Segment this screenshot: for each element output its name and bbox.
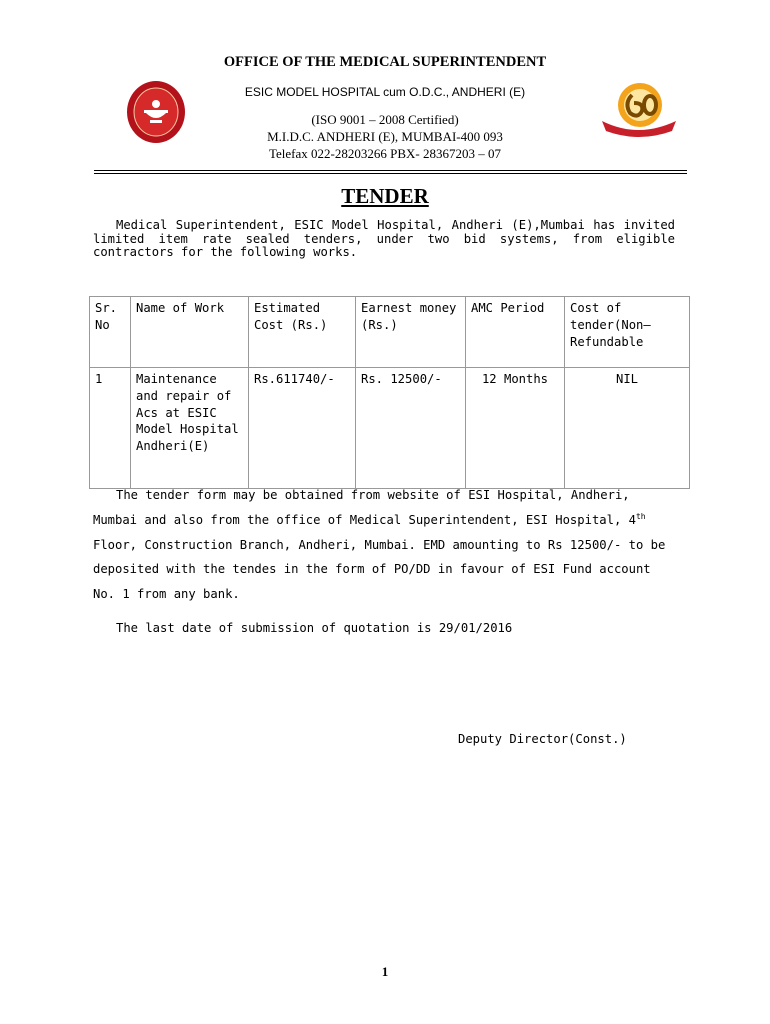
details-text-part1: The tender form may be obtained from website of ESI Hospital, Andheri, Mumbai and also from the office of Medical Superintendent, ESI Hospital, 4 [93,488,636,527]
table-header-row [90,297,690,368]
tender-table [89,296,690,489]
cell-sr-no: 1 [90,368,131,489]
address-line: M.I.D.C. ANDHERI (E), MUMBAI-400 093 [267,129,503,144]
header-estimated-cost: Estimated Cost (Rs.) [249,297,356,368]
header-sr-no: Sr. No [90,297,131,368]
cell-name-of-work: Maintenance and repair of Acs at ESIC Model Hospital Andheri(E) [131,368,249,489]
table-row [90,368,690,489]
signatory: Deputy Director(Const.) [458,732,627,746]
header-name-of-work: Name of Work [131,297,249,368]
cell-cost-of-tender: NIL [565,368,690,489]
tender-heading [0,184,770,209]
header-cost-of-tender: Cost of tender(Non–Refundable [565,297,690,368]
cell-estimated-cost: Rs.611740/- [249,368,356,489]
ordinal-suffix: th [635,511,646,521]
header-amc-period: AMC Period [466,297,565,368]
page-number: 1 [381,964,389,979]
hospital-name: ESIC MODEL HOSPITAL cum O.D.C., ANDHERI (E) [244,85,526,99]
details-text-part2: Floor, Construction Branch, Andheri, Mumbai. EMD amounting to Rs 12500/- to be deposited with the tendes in the form of PO/DD in favour of ESI Fund account No. 1 from any bank. [93,537,666,602]
header-earnest-money: Earnest money (Rs.) [356,297,466,368]
last-date-line: The last date of submission of quotation is 29/01/2016 [116,621,513,635]
header-divider [94,170,687,174]
tender-details-paragraph [93,483,678,607]
telefax-line: Telefax 022-28203266 PBX- 28367203 – 07 [269,146,501,161]
tender-heading-text: TENDER [341,184,429,208]
cell-amc-period: 12 Months [466,368,565,489]
cell-earnest-money: Rs. 12500/- [356,368,466,489]
iso-certification: (ISO 9001 – 2008 Certified) [311,112,459,127]
office-title: OFFICE OF THE MEDICAL SUPERINTENDENT [223,54,547,70]
intro-paragraph: Medical Superintendent, ESIC Model Hospital, Andheri (E),Mumbai has invited limited item rate sealed tenders, under two bid systems, from eligible contractors for the following works. [93,218,675,259]
